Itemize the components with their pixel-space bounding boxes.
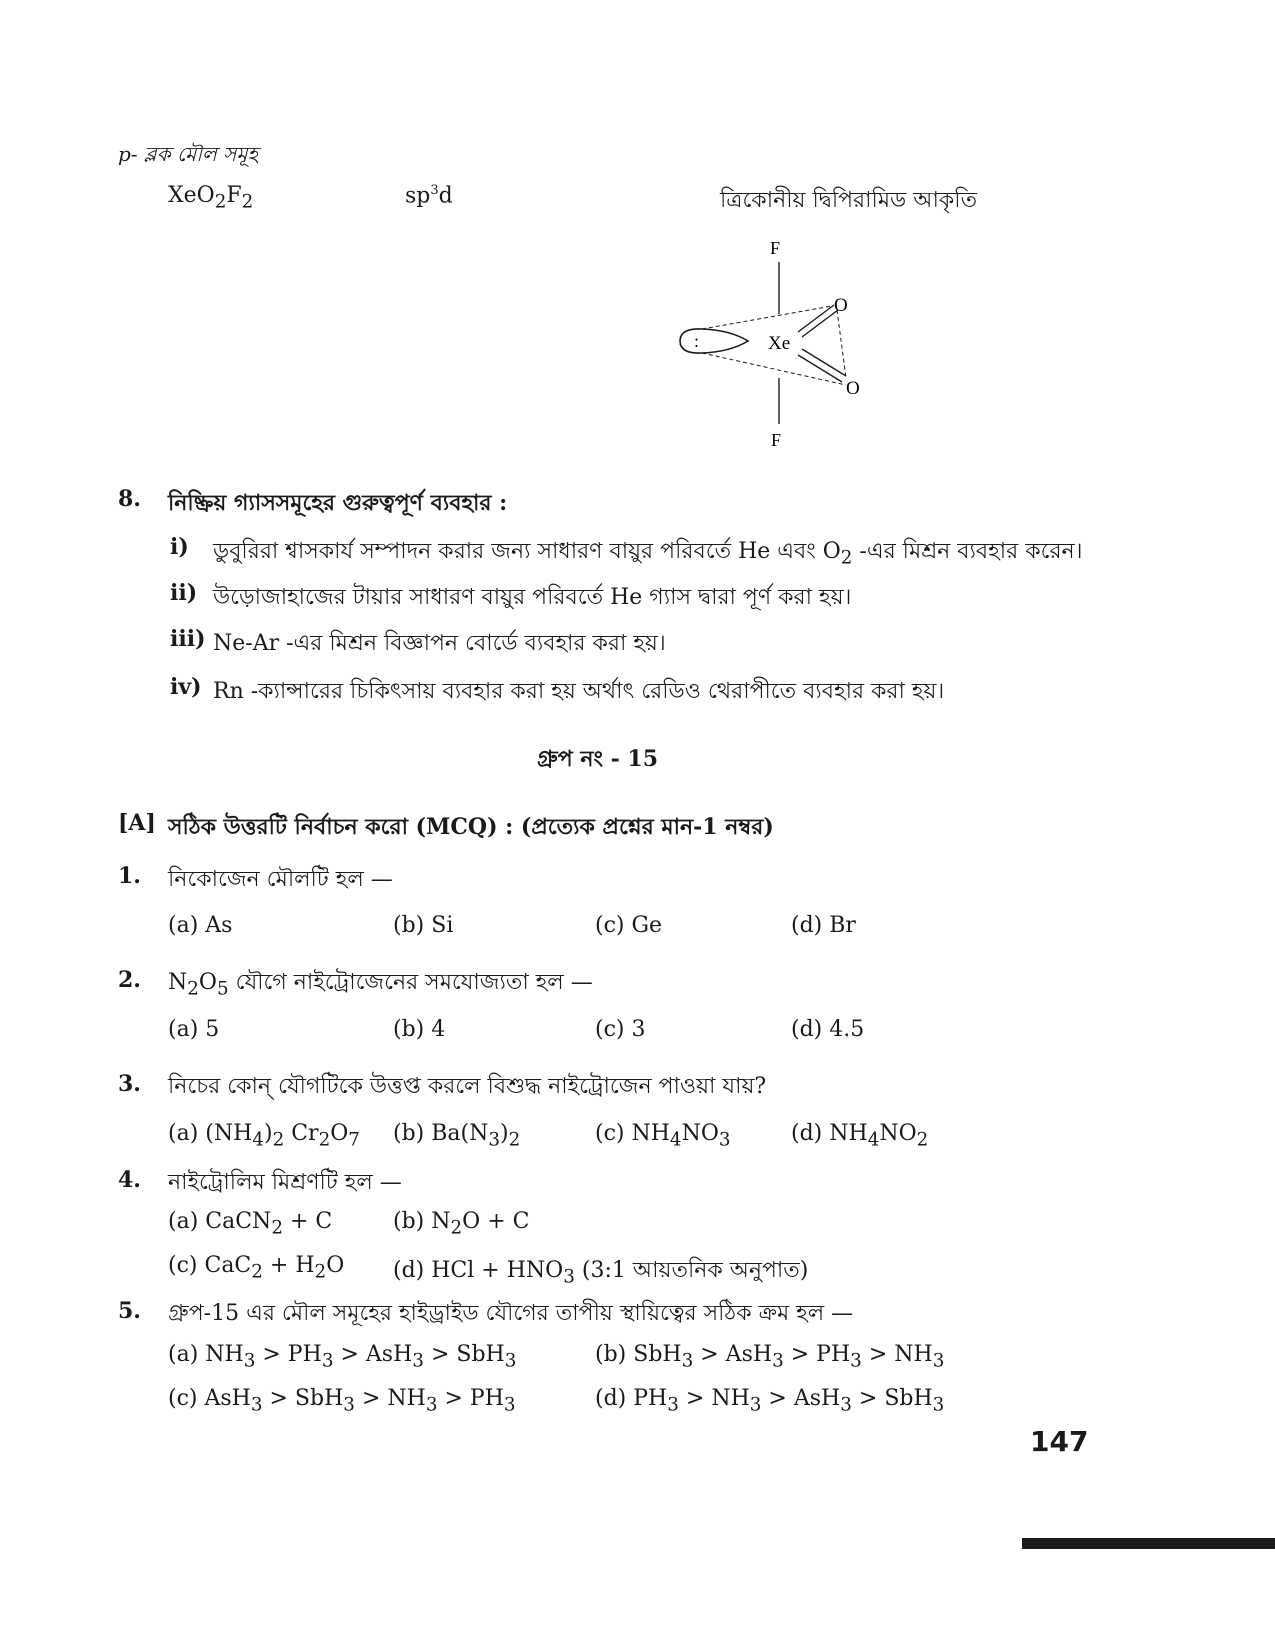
option-a: (a) 5 [168,1017,220,1042]
use-item-text: ডুবুরিরা শ্বাসকার্য সম্পাদন করার জন্য সাধারণ বায়ুর পরিবর্তে He এবং $O_2$ -এর মিশ্রন ব্যবহার করেন। [213,539,1083,569]
atom-f-top: F [770,238,781,258]
section-8-title: নিষ্ক্রিয় গ্যাসসমূহের গুরুত্বপূর্ণ ব্যবহার : [168,490,508,516]
atom-xe: Xe [768,333,791,354]
option-b: (b) $N_2O + C$ [393,1209,530,1239]
question-text: নিচের কোন্ যৌগটিকে উত্তপ্ত করলে বিশুদ্ধ নাইট্রোজেন পাওয়া যায়? [168,1074,767,1099]
atom-f-bottom: F [771,430,782,450]
use-item-text: Rn -ক্যান্সারের চিকিৎসায় ব্যবহার করা হয় অর্থাৎ রেডিও থেরাপীতে ব্যবহার করা হয়। [213,679,945,704]
trigonal-plane-edge-oo [837,310,846,378]
question-number: 4. [118,1167,141,1193]
option-c: (c) 3 [595,1017,646,1042]
group-heading: গ্রুপ নং - 15 [537,746,658,772]
use-item-label: iv) [170,674,202,700]
footer-bar [1022,1538,1275,1549]
option-d: (d) Br [791,913,856,938]
lone-pair-lobe [680,329,748,353]
option-d: (d) 4.5 [791,1017,865,1042]
option-a: (a) CaCN$_2$ + C [168,1209,333,1239]
page-number: 147 [1030,1425,1089,1458]
trigonal-plane-edge-top [702,306,832,329]
option-b: (b) $Ba(N_3)_2$ [393,1121,521,1151]
atom-o-lower: O [846,378,860,399]
atom-o-upper: O [834,295,848,316]
use-item-text: Ne-Ar -এর মিশ্রন বিজ্ঞাপন বোর্ডে ব্যবহার করা হয়। [213,631,666,656]
question-text: গ্রুপ-15 এর মৌল সমূহের হাইড্রাইড যৌগের তাপীয় স্থায়িত্বের সঠিক ক্রম হল — [168,1301,854,1326]
use-item-text: উড়োজাহাজের টায়ার সাধারণ বায়ুর পরিবর্তে He গ্যাস দ্বারা পূর্ণ করা হয়। [213,585,852,610]
bond-xe-o-lower-1 [798,355,842,382]
running-header: p- ব্লক মৌল সমূহ [118,142,259,166]
option-a: (a) $(NH_4)_2$ $Cr_2O_7$ [168,1121,360,1151]
question-text: নিকোজেন মৌলটি হল — [168,867,393,892]
option-d: (d) HCl + $HNO_3$ (3:1 আয়তনিক অনুপাত) [393,1258,809,1288]
option-c: (c) $NH_4NO_3$ [595,1121,731,1151]
option-a: (a) $NH_3 > PH_3 > AsH_3 > SbH_3$ [168,1342,517,1372]
use-item-label: i) [170,534,189,560]
mcq-section-title: সঠিক উত্তরটি নির্বাচন করো (MCQ) : (প্রত্যেক প্রশ্নের মান-1 নম্বর) [168,814,774,840]
trigonal-plane-edge-bottom [702,353,846,385]
molecular-shape-label: ত্রিকোনীয় দ্বিপিরামিড আকৃতি [720,188,978,213]
question-number: 2. [118,967,141,993]
xeo2f2-formula: $XeO_2F_2$ [168,183,254,213]
question-text: নাইট্রোলিম মিশ্রণটি হল — [168,1170,402,1195]
hybridization-label: $sp^3d$ [405,183,453,209]
option-a: (a) As [168,913,233,938]
option-d: (d) $PH_3 > NH_3 > AsH_3 > SbH_3$ [595,1386,945,1416]
question-number: 5. [118,1298,141,1324]
section-8-number: 8. [118,486,141,512]
question-number: 3. [118,1071,141,1097]
use-item-label: ii) [170,580,198,606]
question-text: $N_2O_5$ যৌগে নাইট্রোজেনের সমযোজ্যতা হল — [168,970,593,1000]
lone-pair-dots: : [694,331,700,351]
option-c: (c) Ge [595,913,663,938]
option-c: (c) $AsH_3 > SbH_3 > NH_3 > PH_3$ [168,1386,516,1416]
xeo2f2-structure-diagram [660,228,900,458]
option-b: (b) Si [393,913,454,938]
option-c: (c) $CaC_2 + H_2O$ [168,1253,345,1283]
option-b: (b) 4 [393,1017,446,1042]
question-number: 1. [118,863,141,889]
mcq-section-label: [A] [118,810,156,836]
option-d: (d) $NH_4NO_2$ [791,1121,929,1151]
option-b: (b) $SbH_3 > AsH_3 > PH_3 > NH_3$ [595,1342,945,1372]
use-item-label: iii) [170,626,206,652]
